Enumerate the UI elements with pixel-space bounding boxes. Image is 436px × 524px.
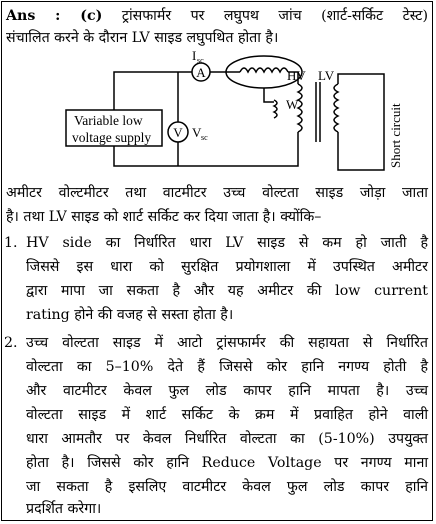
point-1-number: 1. bbox=[4, 235, 18, 251]
voltmeter-symbol: V bbox=[173, 125, 183, 140]
point-1-line-4: rating होने की वजह से सस्ता होता है। bbox=[26, 307, 234, 323]
current-subscript: sc bbox=[197, 56, 204, 65]
point-2-line-6: होता है। जिससे कोर हानि Reduce Voltage पर नगण्य माना bbox=[26, 455, 428, 471]
point-2-line-2: वोल्टता का 5–10% देते हैं जिससे कोर हानि नगण्य होती है bbox=[26, 359, 428, 375]
point-1-line-1: HV side का निर्धारित धारा LV साइड से कम हो जाती है bbox=[26, 235, 428, 251]
hv-label: HV bbox=[287, 68, 306, 83]
intro-line-1: अमीटर वोल्टमीटर तथा वाटमीटर उच्च वोल्टता साइड जोड़ा जाता bbox=[6, 185, 428, 201]
wattmeter-label: W bbox=[286, 97, 299, 112]
lv-label: LV bbox=[318, 68, 335, 83]
point-2-line-5: धारा आमतौर पर केवल निर्धारित वोल्टता का (5-10%) उपयुक्त bbox=[26, 431, 428, 447]
short-circuit-wire bbox=[338, 74, 384, 170]
point-1-line-3: द्वारा मापा जा सकता है और यह अमीटर की low current bbox=[26, 283, 428, 299]
answer-box bbox=[1, 1, 433, 521]
ammeter-symbol: A bbox=[196, 65, 206, 80]
point-2-line-1: उच्च वोल्टता साइड में आटो ट्रांसफार्मर की सहायता से निर्धारित bbox=[26, 335, 428, 351]
point-2-line-4: वोल्टता साइड में शार्ट सर्किट के क्रम में प्रवाहित होने वाली bbox=[26, 407, 428, 423]
point-2-line-3: और वाटमीटर केवल फुल लोड कापर हानि मापता है। उच्च bbox=[26, 383, 428, 399]
transformer-core bbox=[316, 82, 320, 142]
voltage-label: V bbox=[192, 125, 202, 140]
intro-line-2: है। तथा LV साइड को शार्ट सर्किट कर दिया जाता है। क्योंकि– bbox=[6, 209, 322, 225]
voltage-subscript: sc bbox=[201, 133, 208, 142]
supply-label-2: voltage supply bbox=[72, 130, 152, 145]
short-circuit-label: Short circuit bbox=[388, 103, 403, 168]
header-text-1: ट्रांसफार्मर पर लघुपथ जांच (शार्ट-सर्किट टेस्ट) bbox=[121, 8, 428, 24]
hv-winding bbox=[298, 84, 302, 132]
lv-winding bbox=[334, 84, 338, 132]
circuit-diagram bbox=[2, 50, 432, 180]
header-line-2: संचालित करने के दौरान LV साइड लघुपथित होता है। bbox=[6, 30, 279, 46]
top-wire bbox=[114, 72, 192, 110]
answer-label: Ans : (c) bbox=[6, 8, 103, 24]
wattmeter-current-coil bbox=[240, 68, 288, 72]
point-2-line-8: प्रदर्शित करेगा। bbox=[26, 501, 102, 517]
point-1-line-2: जिससे इस धारा को सुरक्षित प्रयोगशाला में उपस्थित अमीटर bbox=[26, 259, 428, 275]
header-line-1 bbox=[6, 6, 428, 26]
supply-label-1: Variable low bbox=[74, 113, 143, 128]
point-2-line-7: जा सकता है इसलिए वाटमीटर केवल फुल लोड कापर हानि bbox=[26, 479, 428, 495]
current-label: I bbox=[192, 50, 197, 63]
point-2-number: 2. bbox=[4, 335, 18, 351]
